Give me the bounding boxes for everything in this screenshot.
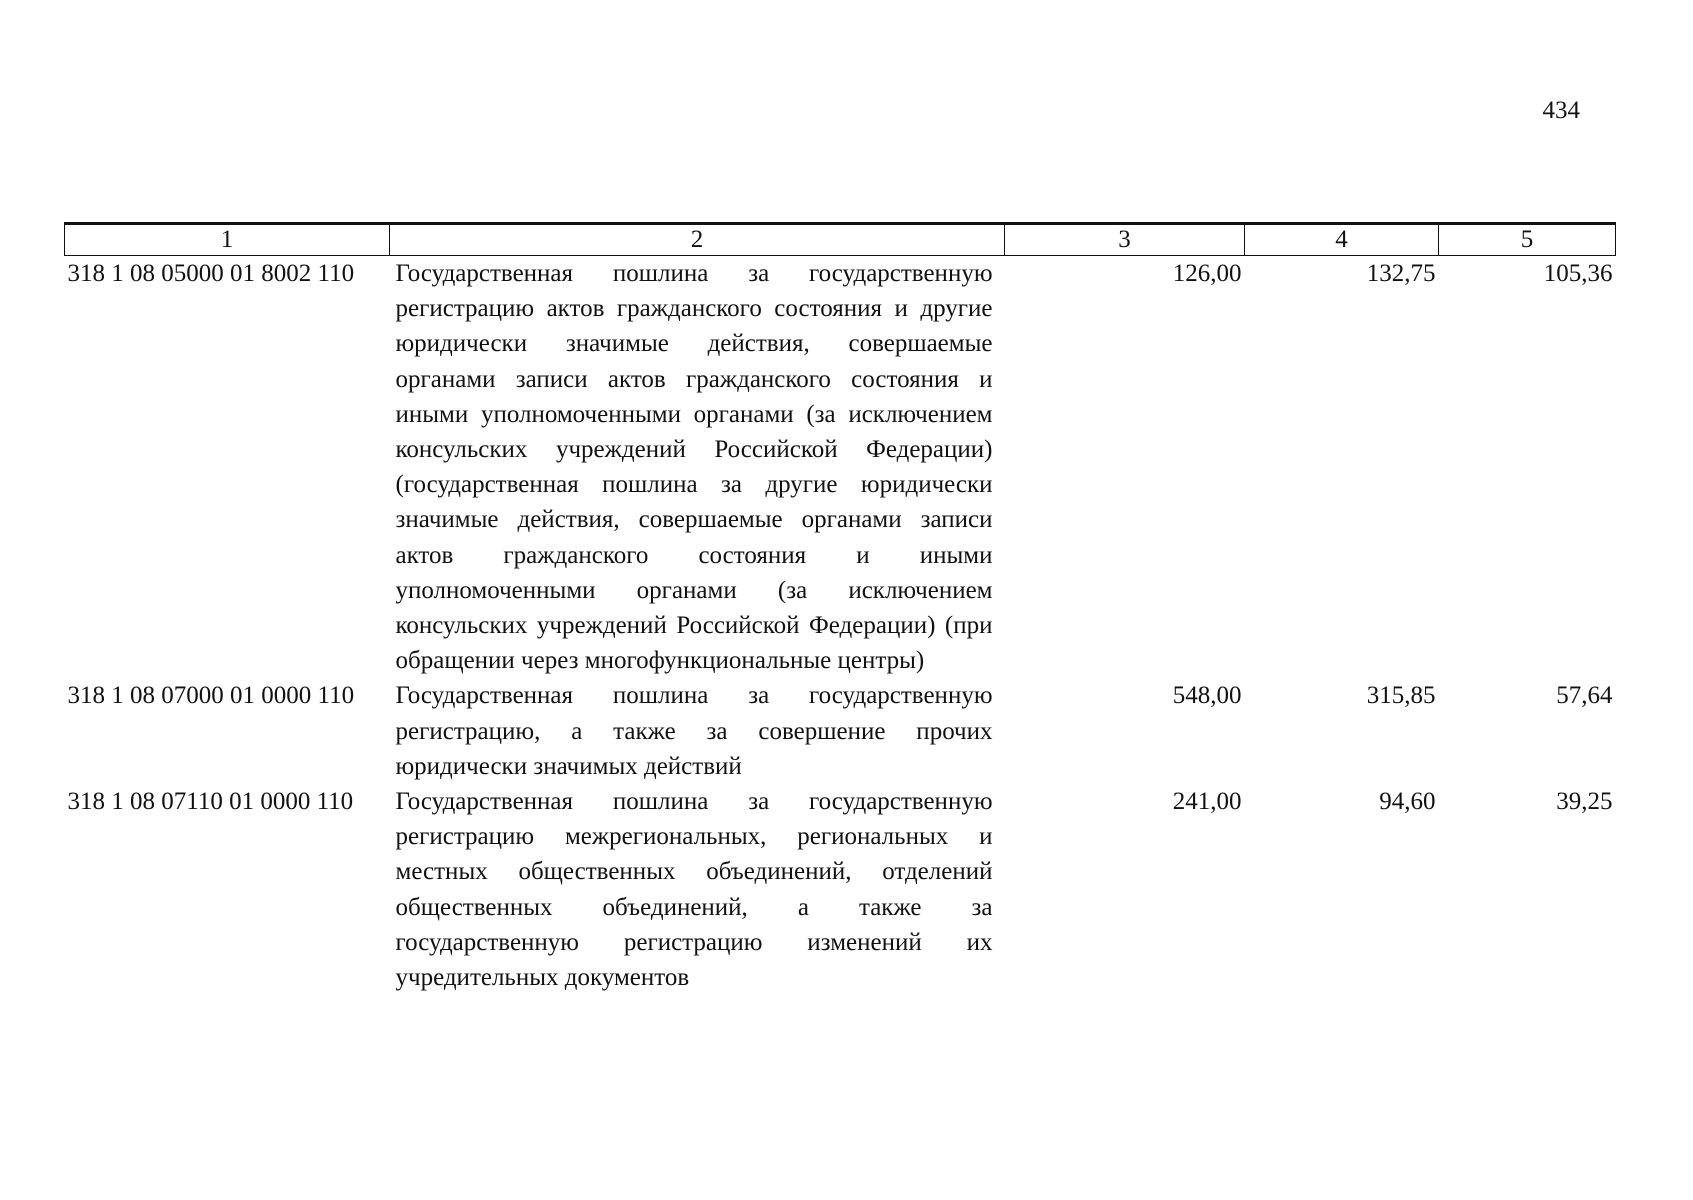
row-code: 318 1 08 05000 01 8002 110 bbox=[67, 260, 355, 287]
row-description: Государственная пошлина за государственную регистрацию межрегиональных, региональных и местных общественных объединений, отделений общественных объединений, а также за государственную регистрацию изменений их учредительных документов bbox=[395, 788, 993, 992]
header-cell-3: 3 bbox=[1005, 224, 1245, 256]
row-description: Государственная пошлина за государственную регистрацию актов гражданского состояния и другие юридически значимые действия, совершаемые органами записи актов гражданского состояния и иными уполномоченными органами (за исключением консульских учреждений Российской Федерации) (государственная пошлина за другие юридически значимые действия, совершаемые органами записи актов гражданского состояния и иными уполномоченными органами (за исключением консульских учреждений Российской Федерации) (при обращении через многофункциональные центры) bbox=[395, 260, 993, 675]
row-value-col5: 39,25 bbox=[1556, 788, 1613, 816]
table-header bbox=[65, 224, 1616, 256]
row-value-col5: 105,36 bbox=[1543, 260, 1613, 287]
row-value-col4: 132,75 bbox=[1366, 260, 1436, 287]
header-cell-2: 2 bbox=[390, 224, 1005, 256]
header-cell-1: 1 bbox=[65, 224, 390, 256]
table-body bbox=[65, 256, 1616, 996]
header-cell-5: 5 bbox=[1439, 224, 1616, 256]
table-row bbox=[65, 784, 1616, 995]
row-value-col5: 57,64 bbox=[1556, 682, 1613, 710]
row-code: 318 1 08 07000 01 0000 110 bbox=[67, 682, 355, 710]
header-row bbox=[65, 224, 1616, 256]
row-value-col3: 241,00 bbox=[1172, 788, 1242, 816]
budget-table bbox=[64, 222, 1616, 995]
page-number: 434 bbox=[1542, 97, 1580, 124]
row-value-col4: 315,85 bbox=[1366, 682, 1436, 710]
row-value-col4: 94,60 bbox=[1379, 788, 1436, 816]
row-code: 318 1 08 07110 01 0000 110 bbox=[67, 788, 354, 816]
header-cell-4: 4 bbox=[1245, 224, 1439, 256]
table-row bbox=[65, 678, 1616, 784]
row-value-col3: 548,00 bbox=[1172, 682, 1242, 710]
row-description: Государственная пошлина за государственную регистрацию, а также за совершение прочих юридически значимых действий bbox=[395, 682, 993, 780]
row-value-col3: 126,00 bbox=[1172, 260, 1242, 287]
table-row bbox=[65, 256, 1616, 679]
